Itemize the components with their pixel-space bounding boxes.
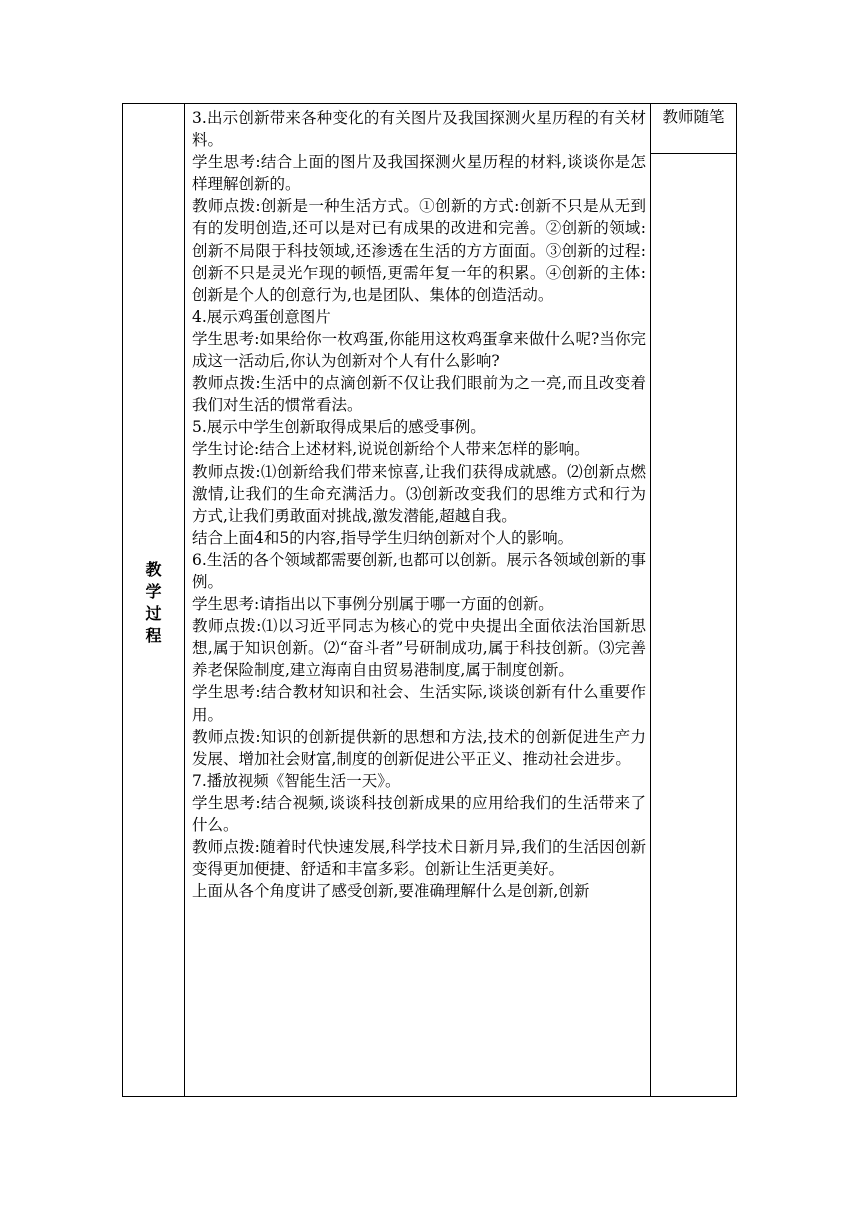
content-paragraph: 教师点拨:创新是一种生活方式。①创新的方式:创新不只是从无到有的发明创造,还可以是对已有成果的改进和完善。②创新的领域:创新不局限于科技领域,还渗透在生活的方方面面。③创新的过程:创新不只是灵光乍现的顿悟,更需年复一年的积累。④创新的主体:创新是个人的创意行为,也是团队、集体的创造活动。: [192, 197, 646, 304]
content-paragraph: 6.生活的各个领域都需要创新,也都可以创新。展示各领域创新的事例。: [192, 550, 646, 591]
content-paragraph: 教师点拨:⑴以习近平同志为核心的党中央提出全面依法治国新思想,属于知识创新。⑵“奋斗者”号研制成功,属于科技创新。⑶完善养老保险制度,建立海南自由贸易港制度,属于制度创新。: [192, 617, 646, 680]
section-label: [123, 559, 184, 647]
section-label-char: 过: [145, 604, 162, 623]
lesson-content-cell: [185, 104, 651, 1096]
content-paragraph: 学生讨论:结合上述材料,说说创新给个人带来怎样的影响。: [192, 440, 590, 459]
content-paragraph: 学生思考:结合教材知识和社会、生活实际,谈谈创新有什么重要作用。: [192, 683, 646, 724]
content-paragraph: 学生思考:如果给你一枚鸡蛋,你能用这枚鸡蛋拿来做什么呢?当你完成这一活动后,你认为创新对个人有什么影响?: [192, 329, 646, 371]
content-paragraph: 5.展示中学生创新取得成果后的感受事例。: [192, 418, 486, 437]
section-label-char: 程: [145, 626, 162, 645]
teacher-notes-cell: [651, 104, 736, 1096]
content-paragraph: 教师点拨:生活中的点滴创新不仅让我们眼前为之一亮,而且改变着我们对生活的惯常看法。: [192, 374, 646, 415]
content-paragraph: 7.播放视频《智能生活一天》。: [192, 771, 401, 790]
section-label-char: 教: [145, 560, 162, 579]
content-paragraph: 教师点拨:⑴创新给我们带来惊喜,让我们获得成就感。⑵创新点燃激情,让我们的生命充满活力。⑶创新改变我们的思维方式和行为方式,让我们勇敢面对挑战,激发潜能,超越自我。: [192, 462, 646, 525]
content-paragraph: 教师点拨:知识的创新提供新的思想和方法,技术的创新促进生产力发展、增加社会财富,制度的创新促进公平正义、推动社会进步。: [192, 727, 646, 768]
content-paragraph: 上面从各个角度讲了感受创新,要准确理解什么是创新,创新: [192, 882, 590, 901]
section-label-cell: [123, 104, 185, 1096]
content-paragraph: 学生思考:请指出以下事例分别属于哪一方面的创新。: [192, 595, 554, 614]
content-paragraph: 教师点拨:随着时代快速发展,科学技术日新月异,我们的生活因创新变得更加便捷、舒适和丰富多彩。创新让生活更美好。: [192, 838, 646, 879]
content-paragraph: 学生思考:结合视频,谈谈科技创新成果的应用给我们的生活带来了什么。: [192, 793, 646, 834]
teacher-notes-header: 教师随笔: [651, 104, 736, 154]
section-label-char: 学: [145, 582, 162, 601]
content-paragraph: 学生思考:结合上面的图片及我国探测火星历程的材料,谈谈你是怎样理解创新的。: [192, 153, 646, 194]
content-paragraph: 4.展示鸡蛋创意图片: [192, 307, 331, 326]
content-paragraph: 3.出示创新带来各种变化的有关图片及我国探测火星历程的有关材料。: [192, 109, 646, 150]
content-paragraph: 结合上面4和5的内容,指导学生归纳创新对个人的影响。: [192, 528, 574, 547]
lesson-plan-table: [122, 103, 737, 1097]
